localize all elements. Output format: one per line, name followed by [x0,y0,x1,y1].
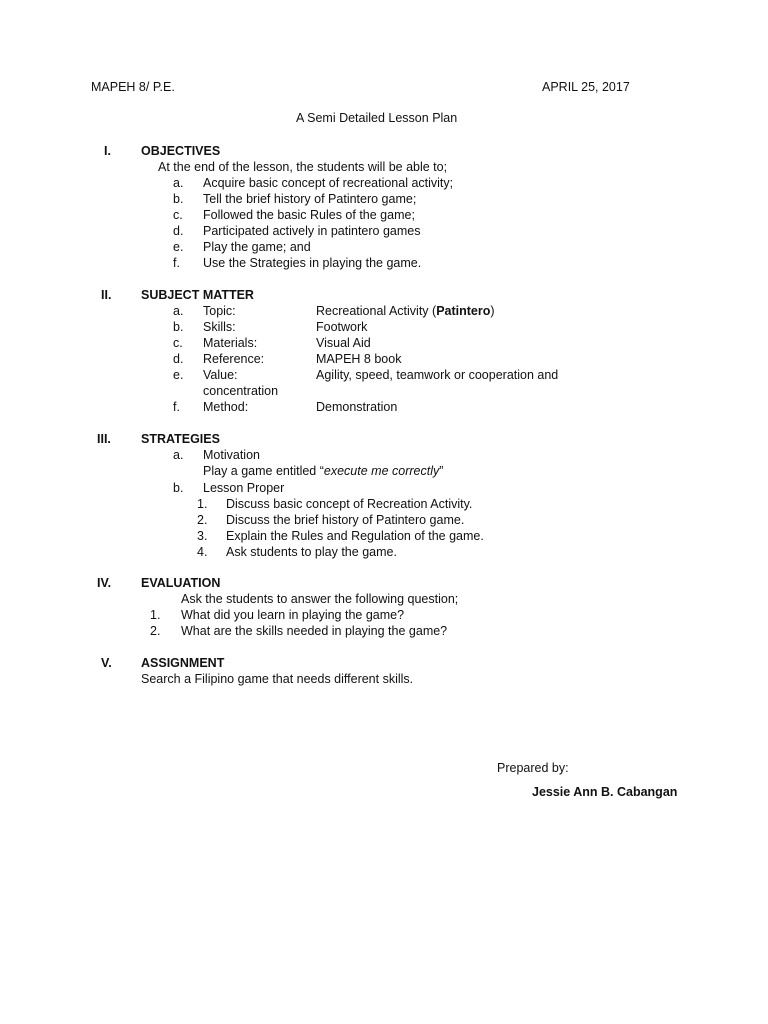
strategy-letter: b. [173,481,184,495]
subject-letter: f. [173,400,180,414]
subject-letter: b. [173,320,184,334]
subject-label-value: Value: [203,368,238,382]
subject-letter: c. [173,336,183,350]
objectives-intro: At the end of the lesson, the students will be able to; [158,160,448,174]
section-heading-strategies: STRATEGIES [141,432,220,446]
lesson-step-text: Discuss basic concept of Recreation Activity. [226,497,473,511]
lesson-step-number: 4. [197,545,208,559]
section-heading-evaluation: EVALUATION [141,576,221,590]
date-header: APRIL 25, 2017 [542,80,630,94]
lesson-step-text: Discuss the brief history of Patintero game. [226,513,465,527]
section-number-objectives: I. [104,144,111,158]
subject-label-reference: Reference: [203,352,265,366]
objective-text: Followed the basic Rules of the game; [203,208,415,222]
lesson-step-text: Explain the Rules and Regulation of the game. [226,529,484,543]
objective-letter: d. [173,224,184,238]
subject-label-materials: Materials: [203,336,258,350]
objective-text: Tell the brief history of Patintero game; [203,192,417,206]
subject-letter: a. [173,304,184,318]
subject-header: MAPEH 8/ P.E. [91,80,175,94]
motivation-text: Play a game entitled “execute me correctly” [203,464,444,478]
section-number-evaluation: IV. [97,576,112,590]
strategy-label-lesson-proper: Lesson Proper [203,481,285,495]
objective-letter: c. [173,208,183,222]
lesson-step-number: 3. [197,529,208,543]
subject-value-topic: Recreational Activity (Patintero) [316,304,495,318]
lesson-step-text: Ask students to play the game. [226,545,397,559]
section-number-assignment: V. [101,656,112,670]
subject-label-method: Method: [203,400,249,414]
strategy-label-motivation: Motivation [203,448,260,462]
objective-text: Acquire basic concept of recreational activity; [203,176,454,190]
evaluation-question-number: 2. [150,624,161,638]
section-heading-assignment: ASSIGNMENT [141,656,225,670]
evaluation-question-text: What are the skills needed in playing the game? [181,624,448,638]
evaluation-question-text: What did you learn in playing the game? [181,608,405,622]
preparer-name: Jessie Ann B. Cabangan [532,785,678,799]
document-title: A Semi Detailed Lesson Plan [296,111,458,125]
objective-letter: a. [173,176,184,190]
subject-letter: e. [173,368,184,382]
subject-value-skills: Footwork [316,320,368,334]
subject-label-topic: Topic: [203,304,236,318]
objective-text: Use the Strategies in playing the game. [203,256,422,270]
subject-value-value: Agility, speed, teamwork or cooperation and [316,368,559,382]
objective-text: Play the game; and [203,240,311,254]
section-number-strategies: III. [97,432,111,446]
lesson-step-number: 2. [197,513,208,527]
section-heading-subject-matter: SUBJECT MATTER [141,288,254,302]
section-number-subject-matter: II. [101,288,112,302]
lesson-step-number: 1. [197,497,208,511]
objective-letter: f. [173,256,180,270]
subject-value-method: Demonstration [316,400,398,414]
subject-value-materials: Visual Aid [316,336,371,350]
section-heading-objectives: OBJECTIVES [141,144,221,158]
strategy-letter: a. [173,448,184,462]
objective-letter: b. [173,192,184,206]
prepared-by-label: Prepared by: [497,761,569,775]
assignment-text: Search a Filipino game that needs different skills. [141,672,414,686]
subject-label-skills: Skills: [203,320,236,334]
evaluation-intro: Ask the students to answer the following question; [181,592,459,606]
subject-letter: d. [173,352,184,366]
evaluation-question-number: 1. [150,608,161,622]
objective-letter: e. [173,240,184,254]
subject-value-reference: MAPEH 8 book [316,352,402,366]
subject-value-continuation: concentration [203,384,279,398]
objective-text: Participated actively in patintero games [203,224,421,238]
